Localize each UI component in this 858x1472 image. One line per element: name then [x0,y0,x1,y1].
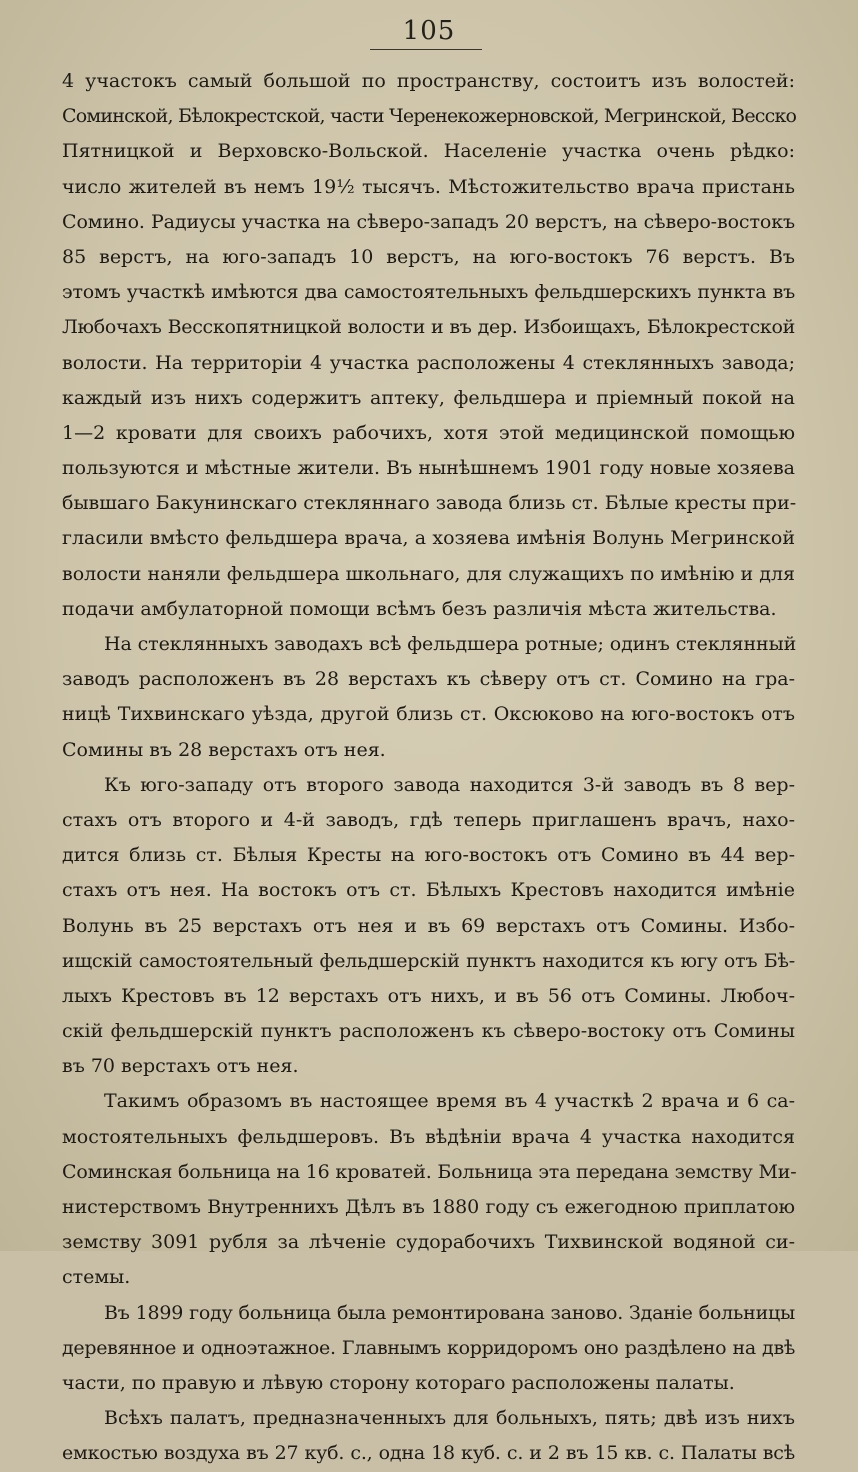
text-line: 1—2 кровати для своихъ рабочихъ, хотя этой медицинской помощью [62,421,795,444]
text-line: части, по правую и лѣвую сторону котораго расположены палаты. [62,1371,735,1394]
text-line: волости. На территоріи 4 участка расположены 4 стеклянныхъ завода; [62,351,795,374]
text-line: ищскій самостоятельный фельдшерскій пунктъ находится къ югу отъ Бѣ- [62,949,795,972]
text-line: скій фельдшерскій пунктъ расположенъ къ сѣверо-востоку отъ Сомины [62,1020,795,1043]
text-line: волости наняли фельдшера школьнаго, для служащихъ по имѣнію и для [62,562,795,585]
text-line: На стеклянныхъ заводахъ всѣ фельдшера ротные; одинъ стеклянный [104,633,797,655]
text-line: этомъ участкѣ имѣются два самостоятельныхъ фельдшерскихъ пункта въ [62,281,795,304]
text-line: стахъ отъ нея. На востокъ отъ ст. Бѣлыхъ Крестовъ находится имѣніе [62,879,795,902]
paragraph-3 [62,768,795,1085]
text-line: емкостью воздуха въ 27 куб. с., одна 18 куб. с. и 2 въ 15 кв. с. Палаты всѣ [62,1442,795,1465]
text-line: 4 участокъ самый большой по пространству, состоитъ изъ волостей: [62,70,795,92]
text-line: число жителей въ немъ 19½ тысячъ. Мѣстожительство врача пристань [62,175,795,198]
text-line: гласили вмѣсто фельдшера врача, а хозяева имѣнія Волунь Мегринской [62,527,795,550]
text-line: деревянное и одноэтажное. Главнымъ корридоромъ оно раздѣлено на двѣ [62,1336,795,1359]
text-line: Соминской, Бѣлокрестской, части Черенекожерновской, Мегринской, Весско [62,105,797,128]
page-number: 105 [402,16,456,46]
text-line: Пятницкой и Верховско-Вольской. Населеніе участка очень рѣдко: [62,140,795,163]
text-line: Волунь въ 25 верстахъ отъ нея и въ 69 верстахъ отъ Сомины. Избо- [62,914,795,937]
paragraph-6 [62,1401,795,1471]
text-line: заводъ расположенъ въ 28 верстахъ къ сѣверу отъ ст. Сомино на гра- [62,668,795,691]
paragraph-5 [62,1296,795,1402]
text-line: лыхъ Крестовъ въ 12 верстахъ отъ нихъ, и въ 56 отъ Сомины. Любоч- [62,984,795,1007]
text-line: 85 верстъ, на юго-западъ 10 верстъ, на юго-востокъ 76 верстъ. Въ [62,245,795,268]
text-line: Сомино. Радиусы участка на сѣверо-западъ 20 верстъ, на сѣверо-востокъ [62,210,795,233]
text-line: въ 70 верстахъ отъ нея. [62,1055,299,1078]
text-line: каждый изъ нихъ содержитъ аптеку, фельдшера и пріемный покой на [62,386,795,409]
text-line: Къ юго-западу отъ второго завода находится 3-й заводъ въ 8 вер- [104,773,795,796]
text-line: Въ 1899 году больница была ремонтирована заново. Зданіе больницы [104,1301,795,1324]
header-rule [370,49,482,50]
text-line: бывшаго Бакунинскаго стекляннаго завода близь ст. Бѣлые кресты при- [62,492,797,515]
text-line: стахъ отъ второго и 4-й заводъ, гдѣ теперь приглашенъ врачъ, нахо- [62,808,795,831]
text-line: земству 3091 рубля за лѣченіе судорабочихъ Тихвинской водяной си- [62,1231,795,1254]
text-line: Сомины въ 28 верстахъ отъ нея. [62,738,386,761]
text-line: Соминская больница на 16 кроватей. Больница эта передана земству Ми- [62,1160,797,1183]
text-line: Такимъ образомъ въ настоящее время въ 4 участкѣ 2 врача и 6 са- [104,1090,795,1113]
text-line: Любочахъ Весскопятницкой волости и въ дер. Избоищахъ, Бѣлокрестской [62,316,795,339]
text-line: мостоятельныхъ фельдшеровъ. Въ вѣдѣніи врача 4 участка находится [62,1125,795,1148]
paragraph-4 [62,1084,795,1295]
text-line: ницѣ Тихвинскаго уѣзда, другой близь ст. Оксюково на юго-востокъ отъ [62,703,795,726]
text-line: Всѣхъ палатъ, предназначенныхъ для больныхъ, пять; двѣ изъ нихъ [104,1407,795,1430]
text-line: подачи амбулаторной помощи всѣмъ безъ различія мѣста жительства. [62,597,777,620]
text-line: дится близь ст. Бѣлыя Кресты на юго-востокъ отъ Сомино въ 44 вер- [62,844,795,867]
text-line: нистерствомъ Внутреннихъ Дѣлъ въ 1880 году съ ежегодною приплатою [62,1196,795,1218]
paragraph-2 [62,627,795,768]
body-text [62,64,795,1472]
paragraph-1 [62,64,795,627]
text-line: пользуются и мѣстные жители. Въ нынѣшнемъ 1901 году новые хозяева [62,457,795,480]
text-line: стемы. [62,1266,131,1289]
